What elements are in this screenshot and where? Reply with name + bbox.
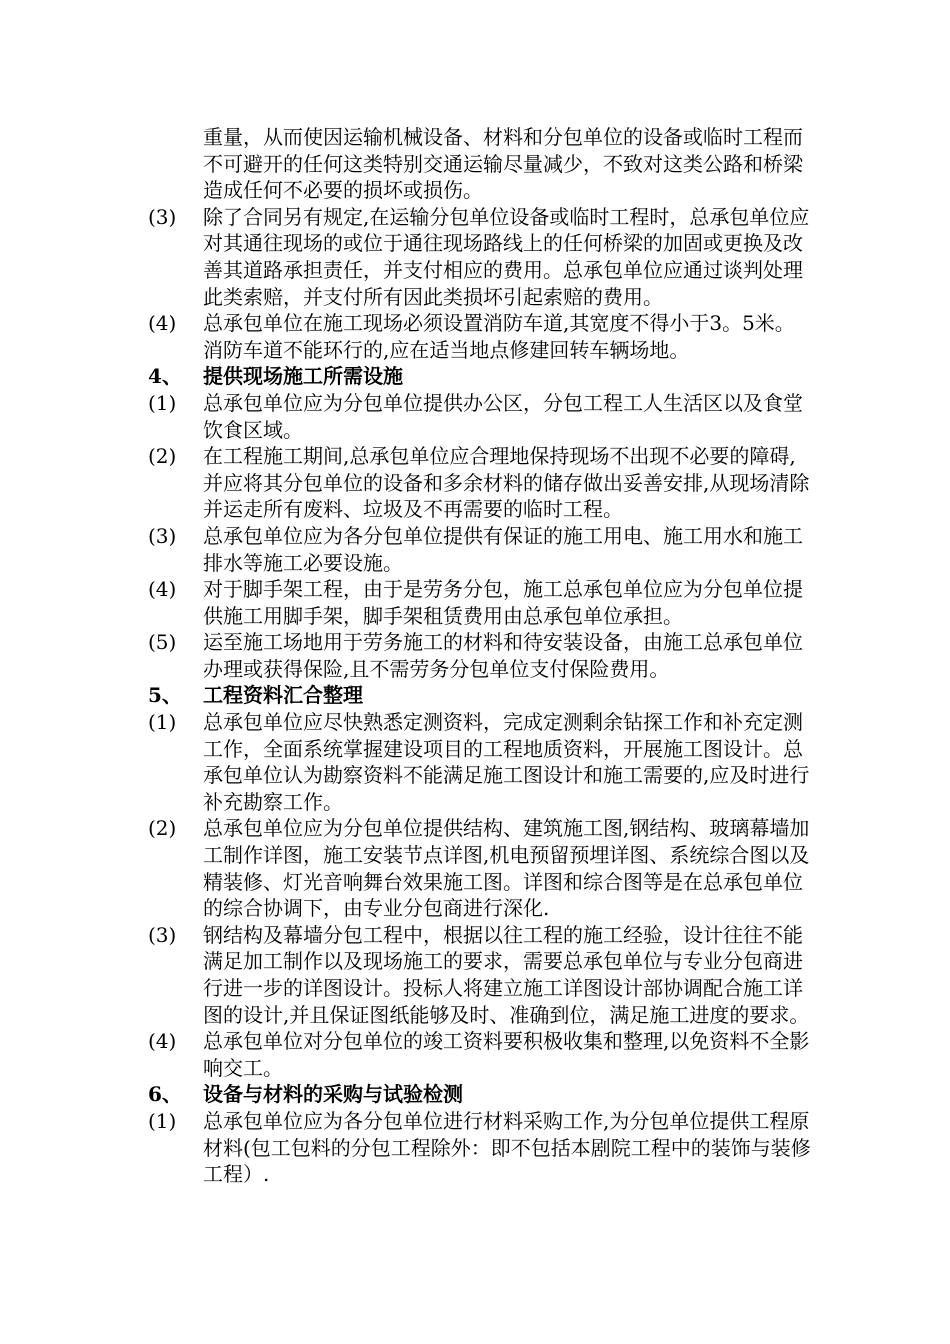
- item-text: 运至施工场地用于劳务施工的材料和待安装设备，由施工总承包单位办理或获得保险,且不需劳务分包单位支付保险费用。: [203, 630, 803, 681]
- item-number: (2): [148, 816, 177, 841]
- item-text: 除了合同另有规定,在运输分包单位设备或临时工程时，总承包单位应对其通往现场的或位于通往现场路线上的任何桥梁的加固或更换及改善其道路承担责任，并支付相应的费用。总承包单位应通过谈判处理此类索赔，并支付所有因此类损坏引起索赔的费用。: [203, 204, 810, 309]
- item-text: 总承包单位应为分包单位提供结构、建筑施工图,钢结构、玻璃幕墙加工制作详图，施工安装节点详图,机电预留预埋详图、系统综合图以及精装修、灯光音响舞台效果施工图。详图和综合图等是在总承包单位的综合协调下，由专业分包商进行深化.: [203, 816, 810, 921]
- list-item: [148, 1108, 813, 1188]
- continuation-paragraph: 重量，从而使因运输机械设备、材料和分包单位的设备或临时工程而不可避开的任何这类特别交通运输尽量减少，不致对这类公路和桥梁造成任何不必要的损坏或损伤。: [203, 125, 803, 203]
- list-item: [148, 390, 813, 443]
- section-number: 6、: [148, 1082, 182, 1107]
- item-text: 总承包单位应为各分包单位提供有保证的施工用电、施工用水和施工排水等施工必要设施。: [203, 523, 803, 575]
- section-number: 4、: [148, 364, 182, 389]
- item-text: 总承包单位在施工现场必须设置消防车道,其宽度不得小于3。5米。消防车道不能环行的,应在适当地点修建回转车辆场地。: [203, 311, 795, 362]
- section-title: 设备与材料的采购与试验检测: [203, 1082, 463, 1107]
- list-item: [148, 576, 813, 629]
- item-number: (4): [148, 577, 177, 602]
- list-item: [148, 204, 813, 310]
- section-title: 工程资料汇合整理: [203, 683, 363, 708]
- item-number: (1): [148, 390, 177, 415]
- list-item: [148, 1028, 813, 1081]
- list-item: [148, 310, 813, 363]
- list-item: [148, 523, 813, 576]
- item-text: 总承包单位应为分包单位提供办公区，分包工程工人生活区以及食堂饮食区域。: [203, 390, 803, 442]
- list-item: [148, 629, 813, 682]
- item-number: (3): [148, 922, 177, 947]
- item-number: (1): [148, 710, 177, 735]
- list-item: [148, 709, 813, 815]
- item-number: (4): [148, 1029, 177, 1054]
- list-item: [148, 815, 813, 921]
- item-number: (2): [148, 444, 177, 469]
- section-title: 提供现场施工所需设施: [203, 364, 403, 389]
- item-text: 总承包单位对分包单位的竣工资料要积极收集和整理,以免资料不全影响交工。: [203, 1029, 810, 1080]
- section-number: 5、: [148, 683, 182, 708]
- list-item: [148, 922, 813, 1028]
- list-item: [148, 443, 813, 523]
- item-number: (1): [148, 1108, 177, 1133]
- section-heading: [148, 1081, 813, 1108]
- item-number: (4): [148, 311, 177, 336]
- item-text: 总承包单位应为各分包单位进行材料采购工作,为分包单位提供工程原材料(包工包料的分包工程除外：即不包括本剧院工程中的装饰与装修工程）.: [203, 1108, 811, 1187]
- item-number: (3): [148, 523, 177, 548]
- document-body: [148, 124, 813, 1188]
- item-text: 在工程施工期间,总承包单位应合理地保持现场不出现不必要的障碍,并应将其分包单位的设备和多余材料的储存做出妥善安排,从现场清除并运走所有废料、垃圾及不再需要的临时工程。: [203, 444, 810, 522]
- section-heading: [148, 682, 813, 709]
- item-text: 对于脚手架工程，由于是劳务分包，施工总承包单位应为分包单位提供施工用脚手架，脚手架租赁费用由总承包单位承担。: [203, 577, 803, 628]
- item-number: (3): [148, 204, 177, 229]
- section-heading: [148, 363, 813, 390]
- item-number: (5): [148, 630, 177, 655]
- item-text: 总承包单位应尽快熟悉定测资料，完成定测剩余钻探工作和补充定测工作，全面系统掌握建设项目的工程地质资料，开展施工图设计。总承包单位认为勘察资料不能满足施工图设计和施工需要的,应及时进行补充勘察工作。: [203, 710, 810, 814]
- item-text: 钢结构及幕墙分包工程中，根据以往工程的施工经验，设计往往不能满足加工制作以及现场施工的要求，需要总承包单位与专业分包商进行进一步的详图设计。投标人将建立施工详图设计部协调配合施工详图的设计,并且保证图纸能够及时、准确到位，满足施工进度的要求。: [203, 922, 810, 1027]
